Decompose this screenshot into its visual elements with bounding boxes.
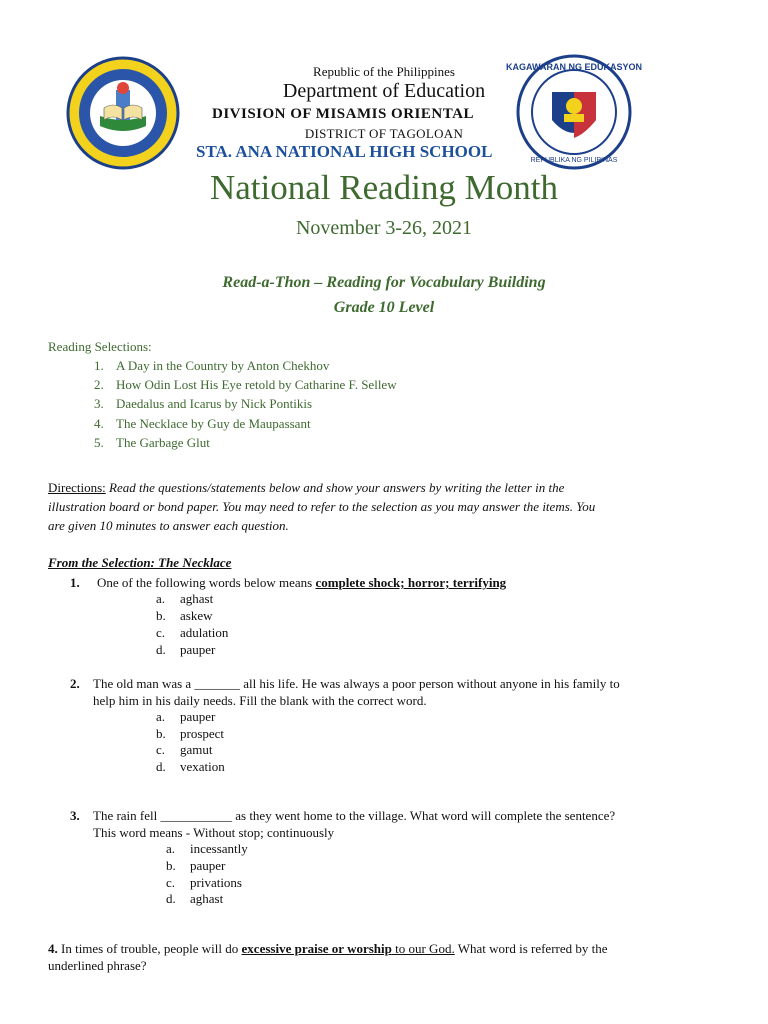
option-2d: d. vexation (156, 759, 225, 774)
option-3c: c. privations (166, 875, 242, 890)
option-1b: b. askew (156, 608, 213, 623)
option-2c: c. gamut (156, 742, 213, 757)
list-item: 2. How Odin Lost His Eye retold by Catharine F. Sellew (94, 377, 397, 392)
republic-line: Republic of the Philippines (313, 64, 455, 79)
school-name: STA. ANA NATIONAL HIGH SCHOOL (196, 142, 493, 161)
subtitle-grade: Grade 10 Level (333, 299, 435, 316)
district-line: DISTRICT OF TAGOLOAN (304, 126, 464, 141)
option-3d: d. aghast (166, 891, 224, 906)
option-3b: b. pauper (166, 858, 226, 873)
list-item: 1. A Day in the Country by Anton Chekhov (94, 358, 330, 373)
question-1: 1. One of the following words below means complete shock; horror; terrifying (70, 575, 507, 590)
page-title: National Reading Month (209, 168, 558, 207)
svg-text:REPUBLIKA NG PILIPINAS: REPUBLIKA NG PILIPINAS (530, 157, 618, 164)
subtitle-readathon: Read-a-Thon – Reading for Vocabulary Building (222, 274, 546, 291)
option-3a: a. incessantly (166, 841, 248, 856)
division-line: DIVISION OF MISAMIS ORIENTAL (212, 106, 474, 122)
option-2a: a. pauper (156, 709, 216, 724)
option-1a: a. aghast (156, 591, 214, 606)
question-2: 2. The old man was a _______ all his life. He was always a poor person without anyone in his family to help him in his daily needs. Fill the blank with the correct word. (70, 676, 620, 708)
list-item: 5. The Garbage Glut (94, 435, 210, 450)
list-item: 4. The Necklace by Guy de Maupassant (94, 416, 311, 431)
event-dates: November 3-26, 2021 (295, 217, 473, 239)
department-line: Department of Education (282, 80, 486, 102)
question-4: 4. In times of trouble, people will do excessive praise or worship to our God. What word is referred by the underlined phrase? (48, 941, 608, 973)
list-item: 3. Daedalus and Icarus by Nick Pontikis (94, 396, 313, 411)
option-1d: d. pauper (156, 642, 216, 657)
directions: Directions: Read the questions/statements below and show your answers by writing the letter in the illustration board or bond paper. You may need to refer to the selection as you may answer the items. You are given 10 minutes to answer each question. (48, 480, 596, 533)
option-2b: b. prospect (156, 726, 225, 741)
section-title: From the Selection: The Necklace (48, 555, 232, 570)
directions-label: Directions: (48, 480, 106, 495)
svg-text:KAGAWARAN NG EDUKASYON: KAGAWARAN NG EDUKASYON (505, 62, 643, 72)
selections-heading: Reading Selections: (48, 339, 152, 354)
option-1c: c. adulation (156, 625, 229, 640)
question-3: 3. The rain fell ___________ as they went home to the village. What word will complete the sentence? This word means - Without stop; continuously (70, 808, 616, 840)
